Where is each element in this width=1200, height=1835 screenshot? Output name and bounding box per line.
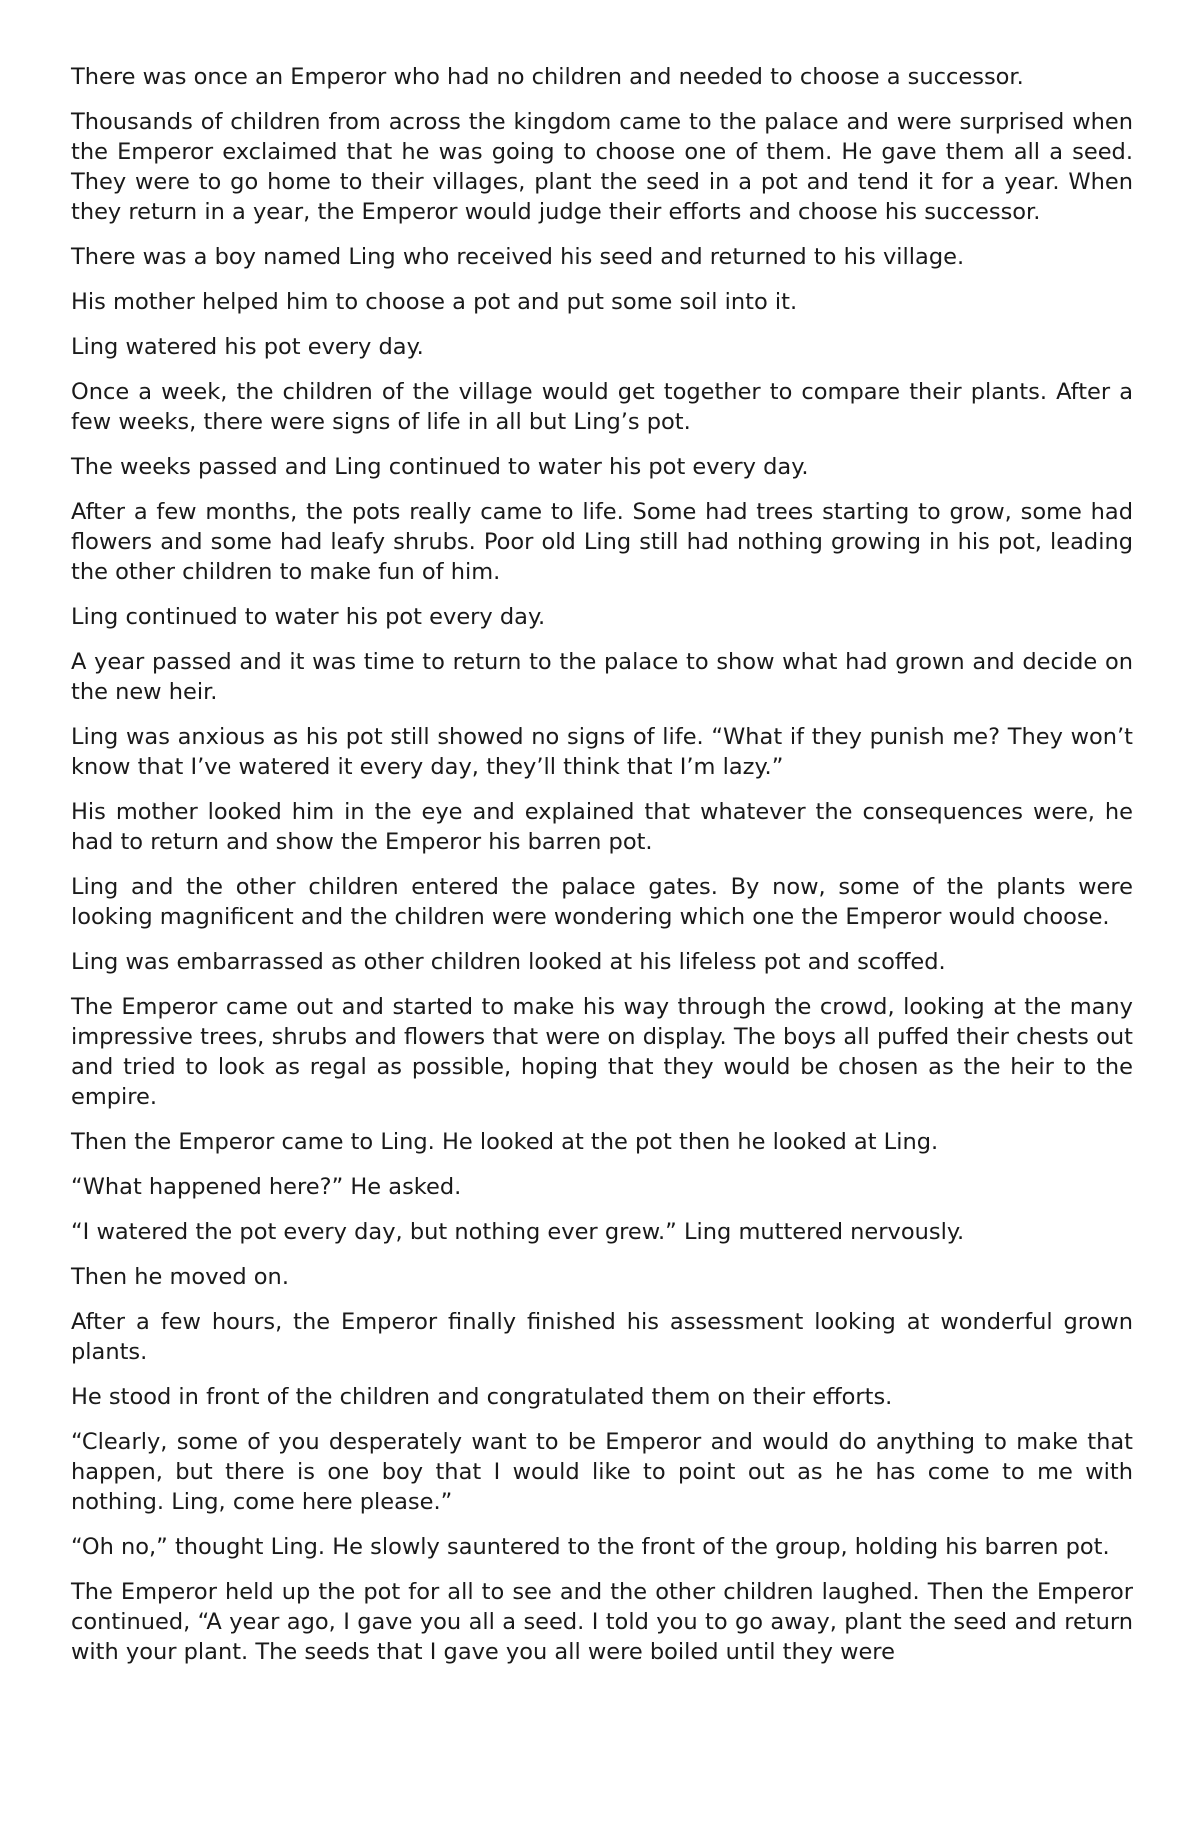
paragraph: His mother helped him to choose a pot and put some soil into it. [71, 289, 798, 315]
paragraph: Thousands of children from across the kingdom came to the palace and were surprised when the Emperor exclaimed that he was going to choose one of them. He gave them all a seed. They were to go home to their villages, plant the seed in a pot and tend it for a year. When they return in a year, the Emperor would judge their efforts and choose his successor. [71, 109, 1133, 225]
paragraph: The Emperor came out and started to make his way through the crowd, looking at the many impressive trees, shrubs and flowers that were on display. The boys all puffed their chests out and tried to look as regal as possible, hoping that they would be chosen as the heir to the empire. [71, 994, 1133, 1110]
paragraph: After a few months, the pots really came to life. Some had trees starting to grow, some had flowers and some had leafy shrubs. Poor old Ling still had nothing growing in his pot, leading the other children to make fun of him. [71, 499, 1133, 585]
paragraph: The weeks passed and Ling continued to water his pot every day. [71, 454, 809, 480]
paragraph: After a few hours, the Emperor finally finished his assessment looking at wonderful grown plants. [71, 1309, 1133, 1365]
paragraph: There was once an Emperor who had no children and needed to choose a successor. [71, 64, 1024, 90]
paragraph: “Oh no,” thought Ling. He slowly sauntered to the front of the group, holding his barren pot. [71, 1534, 1110, 1560]
paragraph: “I watered the pot every day, but nothing ever grew.” Ling muttered nervously. [71, 1219, 965, 1245]
paragraph: There was a boy named Ling who received his seed and returned to his village. [71, 244, 965, 270]
paragraph: Ling continued to water his pot every day. [71, 604, 546, 630]
paragraph: A year passed and it was time to return to the palace to show what had grown and decide on the new heir. [71, 649, 1133, 705]
paragraph: The Emperor held up the pot for all to see and the other children laughed. Then the Emperor continued, “A year ago, I gave you all a seed. I told you to go away, plant the seed and return with your plant. The seeds that I gave you all were boiled until they were [71, 1579, 1133, 1665]
paragraph: Ling was embarrassed as other children looked at his lifeless pot and scoffed. [71, 949, 946, 975]
story-page [71, 62, 1133, 1667]
paragraph: Once a week, the children of the village would get together to compare their plants. After a few weeks, there were signs of life in all but Ling’s pot. [71, 379, 1133, 435]
paragraph: His mother looked him in the eye and explained that whatever the consequences were, he had to return and show the Emperor his barren pot. [71, 799, 1133, 855]
paragraph: Then the Emperor came to Ling. He looked at the pot then he looked at Ling. [71, 1129, 939, 1155]
paragraph: He stood in front of the children and congratulated them on their efforts. [71, 1384, 893, 1410]
paragraph: “What happened here?” He asked. [71, 1174, 462, 1200]
paragraph: Ling and the other children entered the palace gates. By now, some of the plants were looking magnificent and the children were wondering which one the Emperor would choose. [71, 874, 1133, 930]
paragraph: Ling was anxious as his pot still showed no signs of life. “What if they punish me? They won’t know that I’ve watered it every day, they’ll think that I’m lazy.” [71, 724, 1133, 780]
paragraph: Ling watered his pot every day. [71, 334, 424, 360]
paragraph: “Clearly, some of you desperately want to be Emperor and would do anything to make that happen, but there is one boy that I would like to point out as he has come to me with nothing. Ling, come here please.” [71, 1429, 1133, 1515]
paragraph: Then he moved on. [71, 1264, 289, 1290]
